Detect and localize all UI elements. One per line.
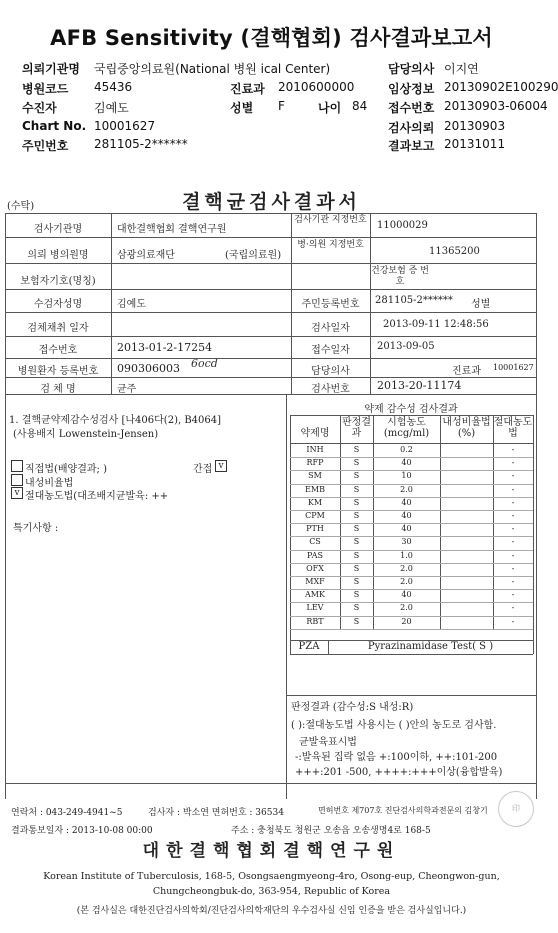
method1-label: 직접법(배양결과; ) (25, 464, 107, 475)
sus-cell: KM (307, 497, 323, 507)
absolute-method-checkbox: v (11, 487, 23, 499)
doc-bottom-border (5, 783, 536, 784)
sus-cell: S (353, 590, 360, 600)
report-title: AFB Sensitivity (결핵협회) 검사결과보고서 (50, 26, 493, 50)
sus-cell: 0.2 (400, 445, 413, 454)
sus-cell: S (353, 458, 360, 468)
seal-stamp: 印 (498, 791, 534, 827)
dept-value: 2010600000 (278, 80, 355, 94)
r6-right-value: 2013-09-05 (377, 341, 435, 352)
r2-label: 의뢰 병의원명 (27, 250, 89, 261)
sus-cell: 2.0 (400, 563, 413, 573)
legend-line2: ( ):절대농도법 사용시는 ( )안의 농도로 검사함. (291, 720, 497, 731)
footer-examiner: 검사자 : 박소연 면허번호 : 36534 (148, 808, 284, 818)
sus-cell: 2.0 (400, 603, 413, 613)
sus-cell: 10 (401, 471, 412, 481)
r4-right-label: 주민등록번호 (301, 299, 360, 310)
sus-cell: 30 (401, 537, 412, 547)
doctor-label: 담당의사 (388, 62, 435, 76)
sus-cell: - (511, 458, 515, 468)
r4-sex-label: 성별 (471, 299, 491, 310)
sus-cell: RFP (306, 458, 324, 468)
scanned-result-document (3, 185, 540, 930)
r7-right-label: 담당의사 (311, 366, 350, 377)
clinical-value: 20130902E100290 (444, 80, 558, 94)
rrn-label: 주민번호 (22, 139, 69, 153)
sus-cell: S (353, 563, 360, 573)
footer-cert: (본 검사실은 대한진단검사의학회/진단검사의학재단의 우수검사실 신임 인증을 받은 검사실입니다.) (76, 906, 467, 916)
sus-cell: - (511, 603, 515, 613)
sus-cell: 40 (401, 590, 412, 600)
r7-dept-value: 10001627 (493, 363, 534, 372)
sus-table-border (290, 415, 533, 416)
sex-value: F (278, 99, 285, 113)
sus-cell: CPM (305, 511, 325, 520)
r3-right-label: 건강보험 증 번 호 (371, 266, 429, 287)
r1-value: 대한결핵협회 결핵연구원 (117, 224, 227, 235)
sus-table-rule (290, 443, 533, 444)
test-line1: 1. 결핵균약제감수성검사 [나406다(2), B4064] (9, 415, 222, 426)
r3-label: 보험자기호(명칭) (20, 276, 96, 287)
pza-value: Pyrazinamidase Test( S ) (367, 641, 494, 652)
remarks-label: 특기사항 : (13, 523, 59, 534)
patient-value: 김예도 (94, 101, 129, 115)
sus-cell: - (511, 550, 515, 560)
indirect-label: 간접 (193, 464, 213, 475)
sus-title: 약제 감수성 검사결과 (364, 404, 458, 415)
sus-cell: 40 (401, 497, 412, 507)
sus-header-conc: 시험농도(mcg/ml) (383, 417, 430, 439)
r8-right-value: 2013-20-11174 (377, 379, 462, 392)
sus-cell: - (511, 616, 515, 626)
sus-header-drug: 약제명 (300, 428, 330, 439)
direct-method-checkbox (11, 460, 23, 472)
sus-cell: - (511, 590, 515, 600)
sus-cell: 40 (401, 511, 412, 520)
footer-address: 주소 : 충청북도 청원군 오송읍 오송생명4로 168-5 (231, 826, 431, 836)
doc-title: 결핵균검사결과서 (182, 191, 361, 213)
middle-divider (286, 394, 287, 799)
clinical-label: 임상정보 (388, 82, 435, 96)
method3-label: 절대농도법(대조배지균발육: ++ (25, 491, 169, 502)
pza-label: PZA (298, 641, 320, 652)
rrn-value: 281105-2****** (94, 137, 188, 151)
report-value: 20131011 (444, 137, 506, 151)
r6-label: 접수번호 (38, 345, 78, 356)
sus-table-col (440, 415, 441, 629)
method2-label: 내성비율법 (25, 478, 74, 489)
chart-value: 10001627 (94, 119, 156, 133)
sus-cell: - (511, 511, 515, 520)
sus-cell: - (511, 524, 515, 534)
sus-cell: INH (306, 445, 324, 454)
top-table-border (5, 213, 536, 214)
r5-right-label: 검사일자 (311, 323, 350, 334)
r4-value: 김예도 (117, 299, 146, 310)
r7-dept-label: 진료과 (452, 366, 481, 377)
sus-cell: S (353, 616, 360, 626)
indirect-checkbox: v (215, 460, 227, 472)
r1-right-value: 11000029 (377, 220, 428, 231)
top-table-rule (5, 237, 536, 238)
age-label: 나이 (318, 101, 342, 115)
r2-right-label: 병·의원 지정번호 (297, 240, 364, 250)
sus-cell: - (511, 484, 515, 494)
r2-note: (국립의료원) (225, 250, 282, 261)
top-table-col (111, 213, 112, 394)
sus-cell: CS (309, 537, 321, 547)
sex-label: 성별 (230, 101, 254, 115)
sus-cell: - (511, 445, 515, 454)
footer-contact: 연락처 : 043-249-4941~5 (11, 808, 123, 818)
institution-label: 의뢰기관명 (22, 62, 80, 76)
sus-cell: 2.0 (400, 577, 413, 586)
r7-value: 090306003 (117, 362, 180, 375)
sus-cell: S (353, 524, 360, 534)
top-table-rule (5, 289, 536, 290)
sus-cell: S (353, 445, 360, 454)
sus-cell: AMK (305, 590, 325, 600)
r2-value: 삼광의료재단 (117, 250, 175, 261)
legend-rule (286, 695, 536, 696)
doc-right-border (536, 213, 537, 799)
handwritten-note: 6ocd (191, 357, 218, 370)
request-label: 검사의뢰 (388, 121, 435, 135)
legend-line4: -:발육된 집락 없음 +:100이하, ++:101-200 (295, 752, 498, 763)
sus-cell: S (353, 484, 360, 494)
top-table-rule (5, 312, 536, 313)
sus-cell: 20 (401, 616, 412, 626)
sus-cell: PAS (307, 550, 323, 560)
hospital-code-label: 병원코드 (22, 82, 69, 96)
top-table-col (370, 213, 371, 394)
sus-header-result: 판정결과 (342, 417, 371, 439)
report-label: 결과보고 (388, 139, 435, 153)
sus-table-border (290, 654, 533, 655)
sus-cell: S (353, 603, 360, 613)
sus-cell: S (353, 497, 360, 507)
r2-right-value: 11365200 (429, 246, 480, 257)
sus-cell: S (353, 511, 360, 520)
sus-cell: - (511, 471, 515, 481)
sus-cell: - (511, 563, 515, 573)
legend-line5: +++:201 -500, ++++:+++이상(융합발육) (295, 767, 503, 778)
sus-header-absolute: 절대농도법 (493, 417, 533, 439)
sus-cell: 1.0 (400, 550, 413, 560)
r6-right-label: 접수일자 (311, 345, 350, 356)
sus-cell: S (353, 537, 360, 547)
sus-table-col (533, 415, 534, 654)
r5-label: 검체채취 일자 (27, 323, 89, 334)
top-table-rule (5, 336, 536, 337)
dept-label: 진료과 (230, 82, 265, 96)
footer-report-date: 결과통보일자 : 2013-10-08 00:00 (11, 826, 153, 836)
sus-cell: RBT (306, 616, 324, 626)
chart-label: Chart No. (22, 119, 87, 133)
r8-value: 균주 (117, 384, 137, 395)
hospital-code-value: 45436 (94, 80, 133, 94)
doctor-value: 이지연 (444, 62, 479, 76)
r4-label: 수검자성명 (33, 299, 83, 310)
receipt-label: 접수번호 (388, 101, 435, 115)
r6-value: 2013-01-2-17254 (117, 341, 213, 354)
r5-right-value: 2013-09-11 12:48:56 (383, 319, 489, 330)
footer-org-en1: Korean Institute of Tuberculosis, 168-5, Osongsaengmyeong-4ro, Osong-eup, Cheongwon-gun, (43, 871, 500, 882)
proportion-method-checkbox (11, 474, 23, 486)
footer-license: 면허번호 제707호 진단검사의학과전문의 김창기 (318, 806, 488, 815)
sus-cell: S (353, 577, 360, 586)
legend-line3: 균발육표시법 (299, 737, 357, 748)
sus-header-proportion: 내성비율법(%) (442, 417, 491, 439)
sus-cell: 2.0 (400, 484, 413, 494)
sus-cell: S (353, 471, 360, 481)
sus-row-rule (290, 629, 533, 630)
top-table-rule (5, 358, 536, 359)
consignment-mark: (수탁) (7, 201, 35, 212)
r7-label: 병원환자 등록번호 (17, 366, 99, 377)
r1-label: 검사기관명 (33, 224, 83, 235)
request-value: 20130903 (444, 119, 506, 133)
sus-cell: MXF (305, 577, 325, 586)
receipt-value: 20130903-06004 (444, 99, 548, 113)
r4-right-value: 281105-2****** (375, 295, 453, 306)
sus-cell: 40 (401, 524, 412, 534)
institution-value: 국립중앙의료원(National 병원 ical Center) (94, 62, 331, 76)
r8-label: 검 체 명 (40, 384, 76, 395)
legend-line1: 판정결과 (감수성:S 내성:R) (291, 702, 414, 713)
sus-cell: LEV (306, 603, 324, 613)
sus-cell: EMB (305, 484, 325, 494)
top-table-rule (5, 377, 536, 378)
sus-cell: PTH (306, 524, 324, 534)
r8-right-label: 검사번호 (311, 384, 350, 395)
test-line2: (사용배지 Lowenstein-Jensen) (13, 429, 159, 440)
sus-cell: 40 (401, 458, 412, 468)
sus-cell: SM (308, 471, 322, 481)
sus-cell: - (511, 577, 515, 586)
footer-org-en2: Chungcheongbuk-do, 363-954, Republic of Korea (152, 886, 391, 897)
patient-label: 수진자 (22, 101, 57, 115)
r1-right-label: 검사기관 지정번호 (294, 215, 367, 225)
sus-cell: - (511, 537, 515, 547)
sus-cell: S (353, 550, 360, 560)
top-table-rule (5, 263, 536, 264)
age-value: 84 (352, 99, 368, 113)
sus-cell: OFX (306, 563, 324, 573)
footer-org-kr: 대한결핵협회결핵연구원 (142, 841, 401, 861)
sus-cell: - (511, 497, 515, 507)
